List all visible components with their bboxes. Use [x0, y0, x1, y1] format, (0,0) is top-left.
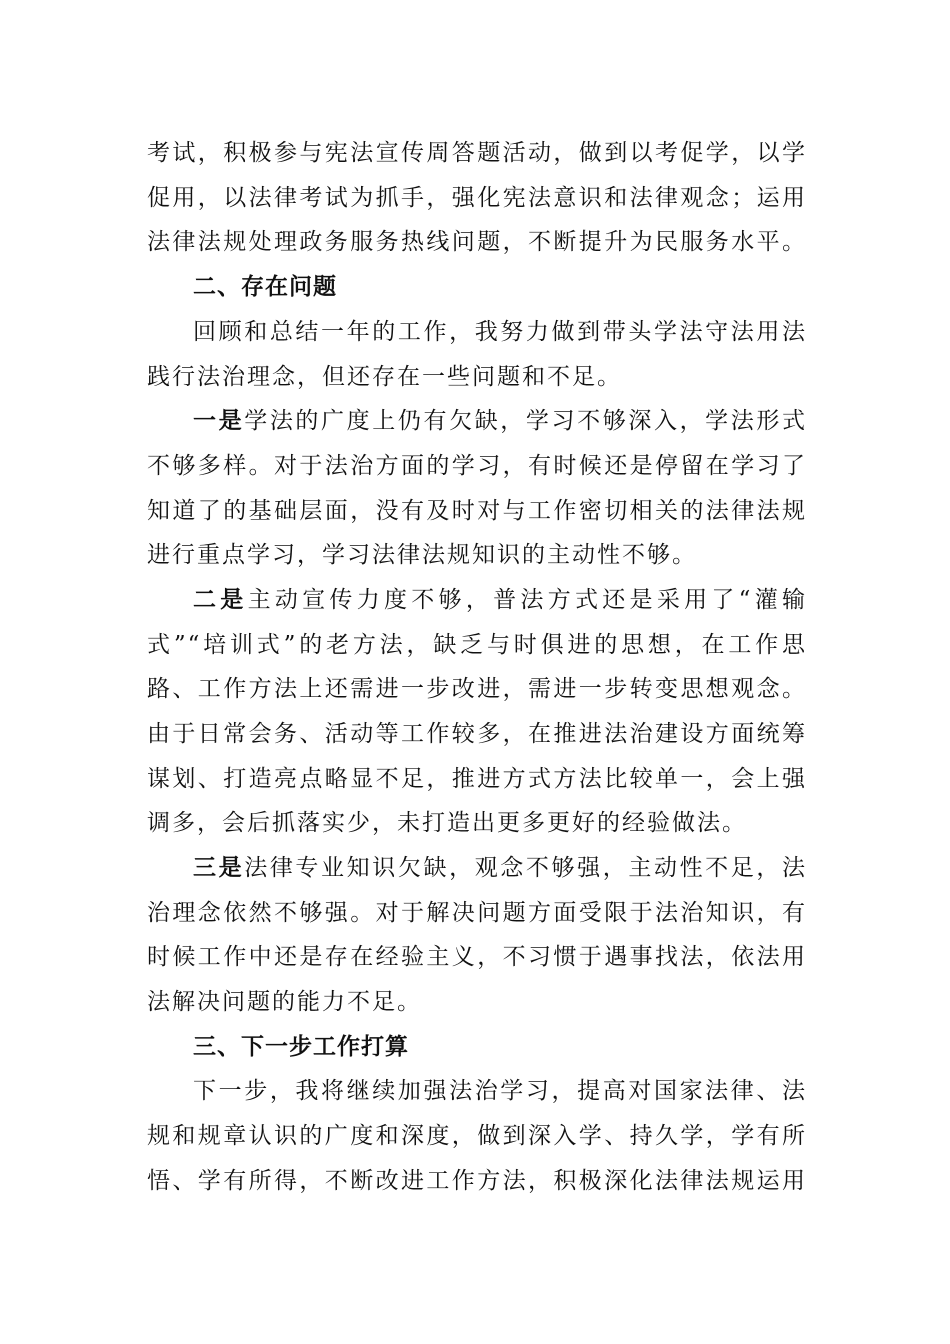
body-text-line: 式”“培训式”的老方法，缺乏与时俱进的思想，在工作思 [147, 632, 807, 658]
body-text-line: 进行重点学习，学习法律法规知识的主动性不够。 [147, 542, 697, 568]
body-text-line: 调多，会后抓落实少，未打造出更多更好的经验做法。 [147, 810, 747, 836]
body-text-line: 法律法规处理政务服务热线问题，不断提升为民服务水平。 [147, 229, 807, 255]
body-text-line: 促用，以法律考试为抓手，强化宪法意识和法律观念；运用 [147, 185, 807, 211]
point-first-line-text: 主动宣传力度不够，普法方式还是采用了“灌输 [247, 587, 808, 613]
point-first-line [193, 846, 807, 890]
point-first-line-text: 学法的广度上仍有欠缺，学习不够深入，学法形式 [244, 408, 808, 434]
body-text-line: 谋划、打造亮点略显不足，推进方式方法比较单一，会上强 [147, 766, 807, 792]
body-text-line: 践行法治理念，但还存在一些问题和不足。 [147, 364, 622, 390]
point-lead-label: 一是 [193, 408, 245, 434]
body-text-line: 回顾和总结一年的工作，我努力做到带头学法守法用法 [193, 319, 807, 345]
point-first-line [193, 399, 807, 443]
section-heading-problems: 二、存在问题 [193, 274, 337, 300]
body-text-line: 路、工作方法上还需进一步改进，需进一步转变思想观念。 [147, 676, 807, 702]
body-text-line: 不够多样。对于法治方面的学习，有时候还是停留在学习了 [147, 453, 807, 479]
body-text-line: 悟、学有所得，不断改进工作方法，积极深化法律法规运用 [147, 1168, 807, 1194]
body-text-line: 考试，积极参与宪法宣传周答题活动，做到以考促学，以学 [147, 140, 807, 166]
body-text-line: 下一步，我将继续加强法治学习，提高对国家法律、法 [193, 1078, 807, 1104]
point-lead-label: 三是 [193, 855, 245, 881]
body-text-line: 法解决问题的能力不足。 [147, 989, 422, 1015]
body-text-line: 由于日常会务、活动等工作较多，在推进法治建设方面统筹 [147, 721, 807, 747]
point-lead-label: 二是 [193, 587, 248, 613]
body-text-line: 治理念依然不够强。对于解决问题方面受限于法治知识，有 [147, 900, 807, 926]
point-first-line [193, 578, 807, 622]
section-heading-next-steps: 三、下一步工作打算 [193, 1034, 409, 1060]
point-first-line-text: 法律专业知识欠缺，观念不够强，主动性不足，法 [244, 855, 808, 881]
body-text-line: 规和规章认识的广度和深度，做到深入学、持久学，学有所 [147, 1123, 807, 1149]
body-text-line: 知道了的基础层面，没有及时对与工作密切相关的法律法规 [147, 498, 807, 524]
body-text-line: 时候工作中还是存在经验主义，不习惯于遇事找法，依法用 [147, 944, 807, 970]
